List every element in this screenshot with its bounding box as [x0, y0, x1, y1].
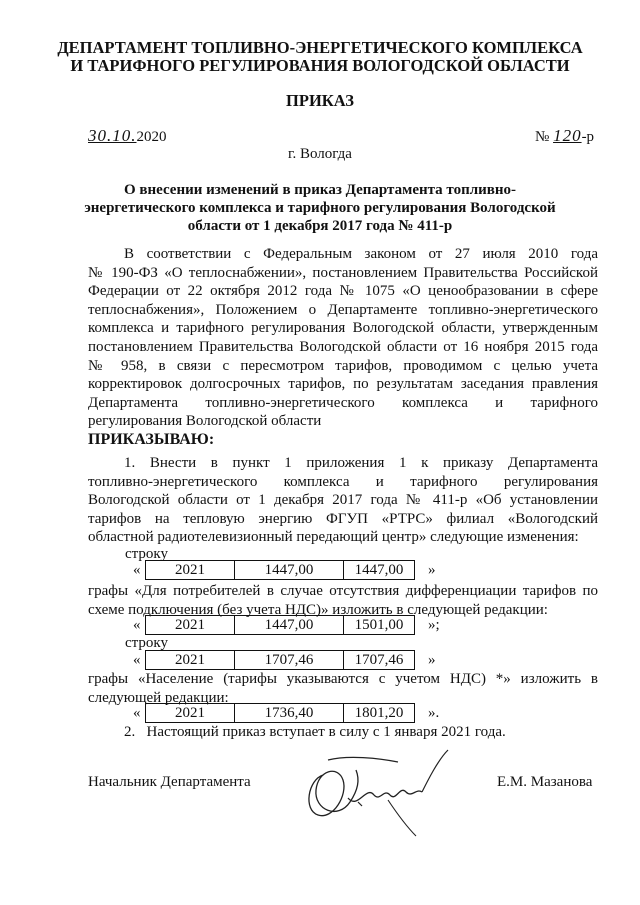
signatory-position: Начальник Департамента: [88, 774, 251, 790]
preamble-line: Федерации от 22 октября 2012 года № 1075 «О ценообразовании в сфере: [88, 283, 598, 300]
document-type: ПРИКАЗ: [286, 91, 354, 110]
grafy-line: следующей редакции:: [88, 689, 229, 706]
handwritten-number: 120: [553, 126, 582, 145]
preamble-line: постановлением Правительства Вологодской области от 16 ноября 2015 года: [88, 338, 598, 355]
handwritten-date: 30.10.: [88, 126, 137, 145]
preamble-line: В соответствии с Федеральным законом от 27 июля 2010 года: [124, 246, 598, 262]
table-cell-value: 1707,46: [235, 651, 344, 670]
document-subject: [0, 181, 640, 235]
table-cell-year: 2021: [146, 704, 235, 723]
close-quote: »: [428, 652, 436, 668]
label-stroku: строку: [125, 635, 168, 651]
number-suffix: -р: [581, 129, 595, 145]
number-prefix: №: [535, 129, 550, 145]
handwritten-signature: [288, 740, 478, 840]
item-1-line: 1. Внести в пункт 1 приложения 1 к приказу Департамента: [124, 455, 598, 471]
table-cell-value: 1736,40: [235, 704, 344, 723]
table-cell-year: 2021: [146, 616, 235, 635]
tariff-row-table: [145, 703, 415, 723]
label-stroku: строку: [125, 546, 168, 562]
tariff-row-table: [145, 560, 415, 580]
document-number: [535, 126, 594, 146]
item-1-line: топливно-энергетического комплекса и тарифного регулирования: [88, 473, 598, 490]
grafy-line: графы «Для потребителей в случае отсутствия дифференциации тарифов по: [88, 583, 598, 599]
table-row: [146, 704, 415, 723]
item-1-line: Вологодской области от 1 декабря 2017 года № 411-р «Об установлении: [88, 492, 598, 509]
close-quote: »: [428, 562, 436, 578]
preamble-line: регулирования Вологодской области: [88, 413, 322, 430]
table-cell-value: 1447,00: [235, 616, 344, 635]
subject-line: О внесении изменений в приказ Департамента топливно-: [123, 182, 517, 198]
preamble-line: комплекса и тарифного регулирования Вологодской области, утвержденным: [88, 320, 598, 337]
open-quote: «: [133, 562, 141, 578]
date-year: 2020: [136, 129, 167, 145]
close-quote: ».: [428, 705, 440, 721]
city: г. Вологда: [288, 146, 352, 162]
table-row: [146, 651, 415, 670]
table-cell-value: 1707,46: [344, 651, 415, 670]
table-cell-year: 2021: [146, 561, 235, 580]
grafy-2: [88, 670, 598, 707]
open-quote: «: [133, 705, 141, 721]
preamble: [88, 245, 598, 431]
table-cell-value: 1501,00: [344, 616, 415, 635]
table-row: [146, 561, 415, 580]
item-1: [88, 454, 598, 547]
grafy-line: схеме подключения (без учета НДС)» изложить в следующей редакции:: [88, 601, 548, 618]
tariff-row-table: [145, 650, 415, 670]
signatory-name: Е.М. Мазанова: [497, 774, 593, 790]
table-cell-value: 1447,00: [344, 561, 415, 580]
open-quote: «: [133, 617, 141, 633]
item-2: 2. Настоящий приказ вступает в силу с 1 января 2021 года.: [124, 724, 506, 740]
preamble-line: № 958, в связи с пересмотром тарифов, проводимом с целью учета: [88, 357, 598, 374]
document-date: [88, 126, 167, 146]
tariff-row-table: [145, 615, 415, 635]
table-cell-value: 1447,00: [235, 561, 344, 580]
preamble-line: корректировок долгосрочных тарифов, по результатам заседания правления: [88, 376, 598, 393]
subject-line: области от 1 декабря 2017 года № 411-р: [187, 218, 453, 234]
item-1-line: тарифов на тепловую энергию ФГУП «РТРС» филиал «Вологодский: [88, 510, 598, 527]
item-1-line: областной радиотелевизионный передающий центр» следующие изменения:: [88, 529, 579, 546]
department-title-line2: И ТАРИФНОГО РЕГУЛИРОВАНИЯ ВОЛОГОДСКОЙ ОБЛАСТИ: [70, 56, 570, 75]
preamble-line: теплоснабжения», Положением о Департаменте топливно-энергетического: [88, 301, 598, 318]
preamble-line: Департамента топливно-энергетического комплекса и тарифного: [88, 394, 598, 411]
table-cell-value: 1801,20: [344, 704, 415, 723]
table-row: [146, 616, 415, 635]
order-word: ПРИКАЗЫВАЮ:: [88, 431, 215, 448]
grafy-line: графы «Население (тарифы указываются с учетом НДС) *» изложить в: [88, 671, 598, 687]
subject-line: энергетического комплекса и тарифного регулирования Вологодской: [84, 200, 556, 216]
grafy-1: [88, 582, 598, 619]
open-quote: «: [133, 652, 141, 668]
preamble-line: № 190-ФЗ «О теплоснабжении», постановлением Правительства Российской: [88, 264, 598, 281]
table-cell-year: 2021: [146, 651, 235, 670]
close-quote: »;: [428, 617, 440, 633]
department-title-line1: ДЕПАРТАМЕНТ ТОПЛИВНО-ЭНЕРГЕТИЧЕСКОГО КОМПЛЕКСА: [57, 38, 583, 57]
